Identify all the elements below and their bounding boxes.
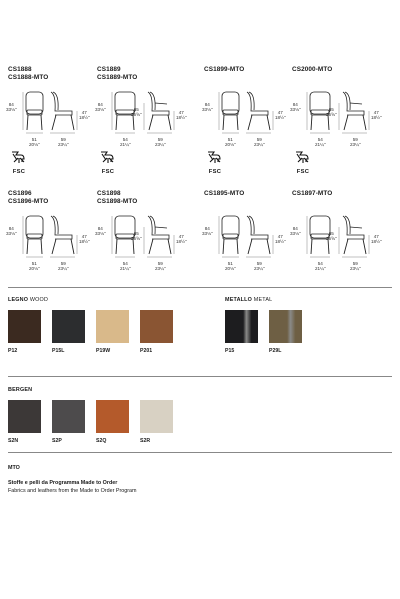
model-codes xyxy=(292,190,332,206)
arm-height-dimension xyxy=(131,231,142,241)
width-dimension xyxy=(120,261,131,271)
seat-height-dimension xyxy=(176,110,187,120)
height-dimension xyxy=(6,102,17,112)
height-dimension-in: 33⅛" xyxy=(202,107,213,113)
chair-model-5 xyxy=(95,190,187,272)
depth-dimension-in: 23¼" xyxy=(350,142,361,148)
metal-section-title: METALLO METAL xyxy=(225,297,273,303)
depth-dimension xyxy=(58,137,69,147)
seat-height-dimension xyxy=(79,234,90,244)
seat-height-dimension-in: 18½" xyxy=(371,239,382,245)
fabric-swatch-s2n xyxy=(8,400,41,433)
height-dimension-cm: 84 xyxy=(204,102,210,107)
seat-height-dimension-cm: 47 xyxy=(178,234,184,239)
height-dimension-cm: 84 xyxy=(97,226,103,231)
depth-dimension xyxy=(254,137,265,147)
wood-swatch-label: P201 xyxy=(140,348,153,354)
seat-height-dimension xyxy=(371,110,382,120)
width-dimension xyxy=(315,261,326,271)
model-code: CS1888 xyxy=(8,66,32,73)
width-dimension-in: 21¼" xyxy=(315,266,326,272)
depth-dimension-in: 23¼" xyxy=(155,266,166,272)
width-dimension-cm: 54 xyxy=(317,137,323,142)
width-dimension-in: 21¼" xyxy=(315,142,326,148)
model-code: CS1889-MTO xyxy=(97,74,138,81)
fabric-swatch-s2r xyxy=(140,400,173,433)
width-dimension-in: 20⅛" xyxy=(29,142,40,148)
depth-dimension-cm: 59 xyxy=(60,261,66,266)
arm-height-dimension-in: 25⅝" xyxy=(326,236,337,242)
depth-dimension xyxy=(254,261,265,271)
fsc-tree-icon xyxy=(206,150,224,164)
wood-section-title: LEGNO WOOD xyxy=(8,297,49,303)
fabric-swatch-label: S2Q xyxy=(96,438,107,444)
depth-dimension-in: 23¼" xyxy=(254,266,265,272)
metal-swatch-label: P15 xyxy=(225,348,235,354)
height-dimension-in: 33⅛" xyxy=(6,107,17,113)
depth-dimension-cm: 59 xyxy=(256,261,262,266)
chair-drawings xyxy=(6,212,90,272)
seat-height-dimension-cm: 47 xyxy=(277,234,283,239)
arm-height-dimension-cm: 65 xyxy=(133,107,139,112)
metal-swatch-p15 xyxy=(225,310,258,343)
chair-drawings xyxy=(290,88,382,148)
width-dimension xyxy=(29,261,40,271)
wood-swatch-p15l xyxy=(52,310,85,343)
width-dimension-in: 21¼" xyxy=(120,142,131,148)
height-dimension-cm: 84 xyxy=(8,226,14,231)
wood-swatch-label: P12 xyxy=(8,348,18,354)
divider-materials xyxy=(8,287,392,288)
depth-dimension xyxy=(350,261,361,271)
width-dimension-cm: 51 xyxy=(31,137,37,142)
chair-model-6 xyxy=(202,190,286,272)
seat-height-dimension-in: 18½" xyxy=(371,115,382,121)
depth-dimension-in: 23¼" xyxy=(254,142,265,148)
seat-height-dimension-cm: 47 xyxy=(81,110,87,115)
depth-dimension-in: 23¼" xyxy=(350,266,361,272)
height-dimension xyxy=(95,102,106,112)
height-dimension-in: 33⅛" xyxy=(290,107,301,113)
chair-model-2 xyxy=(202,66,286,148)
seat-height-dimension-in: 18½" xyxy=(79,239,90,245)
arm-height-dimension-in: 25⅝" xyxy=(326,112,337,118)
seat-height-dimension xyxy=(371,234,382,244)
depth-dimension-in: 23¼" xyxy=(58,142,69,148)
width-dimension-cm: 54 xyxy=(122,261,128,266)
model-code: CS1895-MTO xyxy=(204,190,245,197)
model-code: CS1896 xyxy=(8,190,32,197)
model-code: CS1897-MTO xyxy=(292,190,333,197)
model-codes xyxy=(8,66,48,82)
fsc-label: FSC xyxy=(12,169,26,175)
seat-height-dimension-cm: 47 xyxy=(81,234,87,239)
width-dimension xyxy=(225,137,236,147)
height-dimension-cm: 84 xyxy=(292,226,298,231)
arm-height-dimension-cm: 65 xyxy=(328,107,334,112)
wood-swatch-label: P15L xyxy=(52,348,65,354)
arm-height-dimension-in: 25⅝" xyxy=(131,236,142,242)
width-dimension-in: 20⅛" xyxy=(225,142,236,148)
width-dimension-cm: 54 xyxy=(317,261,323,266)
mto-description xyxy=(8,479,137,495)
depth-dimension xyxy=(155,261,166,271)
fsc-label: FSC xyxy=(208,169,222,175)
height-dimension xyxy=(6,226,17,236)
arm-height-dimension-in: 25⅝" xyxy=(131,112,142,118)
height-dimension-cm: 84 xyxy=(97,102,103,107)
metal-swatch-p29l xyxy=(269,310,302,343)
metal-swatch-label: P29L xyxy=(269,348,282,354)
height-dimension xyxy=(95,226,106,236)
model-codes xyxy=(97,190,137,206)
seat-height-dimension xyxy=(275,110,286,120)
height-dimension xyxy=(290,102,301,112)
divider-mto xyxy=(8,452,392,453)
fsc-tree-icon xyxy=(294,150,312,164)
fsc-logo xyxy=(99,150,117,175)
fsc-label: FSC xyxy=(296,169,310,175)
depth-dimension-cm: 59 xyxy=(256,137,262,142)
chair-drawings xyxy=(202,88,286,148)
height-dimension-in: 33⅛" xyxy=(95,107,106,113)
fsc-logo xyxy=(10,150,28,175)
height-dimension-in: 33⅛" xyxy=(6,231,17,237)
height-dimension-cm: 84 xyxy=(8,102,14,107)
width-dimension xyxy=(315,137,326,147)
seat-height-dimension-cm: 47 xyxy=(373,234,379,239)
mto-line-english: Fabrics and leathers from the Made to Order Program xyxy=(8,488,137,494)
chair-drawings xyxy=(95,88,187,148)
chair-model-4 xyxy=(6,190,90,272)
seat-height-dimension-cm: 47 xyxy=(373,110,379,115)
model-codes xyxy=(8,190,48,206)
seat-height-dimension-in: 18½" xyxy=(79,115,90,121)
fabric-swatch-label: S2R xyxy=(140,438,151,444)
height-dimension-cm: 84 xyxy=(292,102,298,107)
model-codes xyxy=(292,66,332,82)
fabric-swatch-s2p xyxy=(52,400,85,433)
depth-dimension-cm: 59 xyxy=(157,261,163,266)
height-dimension xyxy=(202,226,213,236)
fsc-tree-icon xyxy=(10,150,28,164)
seat-height-dimension xyxy=(176,234,187,244)
depth-dimension-cm: 59 xyxy=(352,137,358,142)
model-code: CS1896-MTO xyxy=(8,198,49,205)
wood-swatch-p12 xyxy=(8,310,41,343)
arm-height-dimension-cm: 65 xyxy=(133,231,139,236)
fabric-swatch-s2q xyxy=(96,400,129,433)
height-dimension xyxy=(202,102,213,112)
arm-height-dimension xyxy=(326,231,337,241)
width-dimension-cm: 51 xyxy=(227,261,233,266)
chair-drawings xyxy=(290,212,382,272)
fsc-logo xyxy=(206,150,224,175)
divider-fabric xyxy=(8,376,392,377)
chair-model-3 xyxy=(290,66,382,148)
seat-height-dimension xyxy=(79,110,90,120)
wood-swatch-label: P19W xyxy=(96,348,111,354)
width-dimension-in: 20⅛" xyxy=(225,266,236,272)
seat-height-dimension-in: 18½" xyxy=(176,239,187,245)
depth-dimension xyxy=(155,137,166,147)
mto-title: MTO xyxy=(8,465,20,471)
depth-dimension xyxy=(350,137,361,147)
wood-swatch-p19w xyxy=(96,310,129,343)
height-dimension-cm: 84 xyxy=(204,226,210,231)
mto-line-italian: Stoffe e pelli da Programma Made to Order xyxy=(8,480,118,486)
arm-height-dimension-cm: 65 xyxy=(328,231,334,236)
width-dimension-cm: 51 xyxy=(31,261,37,266)
chair-model-7 xyxy=(290,190,382,272)
seat-height-dimension-cm: 47 xyxy=(178,110,184,115)
model-codes xyxy=(97,66,137,82)
width-dimension-in: 21¼" xyxy=(120,266,131,272)
depth-dimension-in: 23¼" xyxy=(155,142,166,148)
fsc-label: FSC xyxy=(101,169,115,175)
depth-dimension-cm: 59 xyxy=(157,137,163,142)
model-code: CS1898-MTO xyxy=(97,198,138,205)
depth-dimension-cm: 59 xyxy=(352,261,358,266)
seat-height-dimension-cm: 47 xyxy=(277,110,283,115)
seat-height-dimension-in: 18½" xyxy=(176,115,187,121)
seat-height-dimension-in: 18½" xyxy=(275,239,286,245)
width-dimension xyxy=(120,137,131,147)
height-dimension xyxy=(290,226,301,236)
arm-height-dimension xyxy=(131,107,142,117)
fabric-swatch-label: S2N xyxy=(8,438,19,444)
depth-dimension xyxy=(58,261,69,271)
model-code: CS1889 xyxy=(97,66,121,73)
model-code: CS1899-MTO xyxy=(204,66,245,73)
chair-drawings xyxy=(6,88,90,148)
depth-dimension-cm: 59 xyxy=(60,137,66,142)
model-codes xyxy=(204,190,244,206)
height-dimension-in: 33⅛" xyxy=(95,231,106,237)
chair-drawings xyxy=(202,212,286,272)
width-dimension xyxy=(225,261,236,271)
model-codes xyxy=(204,66,244,82)
chair-model-1 xyxy=(95,66,187,148)
width-dimension xyxy=(29,137,40,147)
height-dimension-in: 33⅛" xyxy=(290,231,301,237)
depth-dimension-in: 23¼" xyxy=(58,266,69,272)
fabric-section-title: BERGEN xyxy=(8,387,33,393)
fsc-logo xyxy=(294,150,312,175)
wood-swatch-p201 xyxy=(140,310,173,343)
fabric-swatch-label: S2P xyxy=(52,438,62,444)
seat-height-dimension-in: 18½" xyxy=(275,115,286,121)
width-dimension-cm: 54 xyxy=(122,137,128,142)
chair-drawings xyxy=(95,212,187,272)
model-code: CS2000-MTO xyxy=(292,66,333,73)
width-dimension-cm: 51 xyxy=(227,137,233,142)
model-code: CS1888-MTO xyxy=(8,74,49,81)
seat-height-dimension xyxy=(275,234,286,244)
chair-model-0 xyxy=(6,66,90,148)
height-dimension-in: 33⅛" xyxy=(202,231,213,237)
arm-height-dimension xyxy=(326,107,337,117)
width-dimension-in: 20⅛" xyxy=(29,266,40,272)
fsc-tree-icon xyxy=(99,150,117,164)
model-code: CS1898 xyxy=(97,190,121,197)
